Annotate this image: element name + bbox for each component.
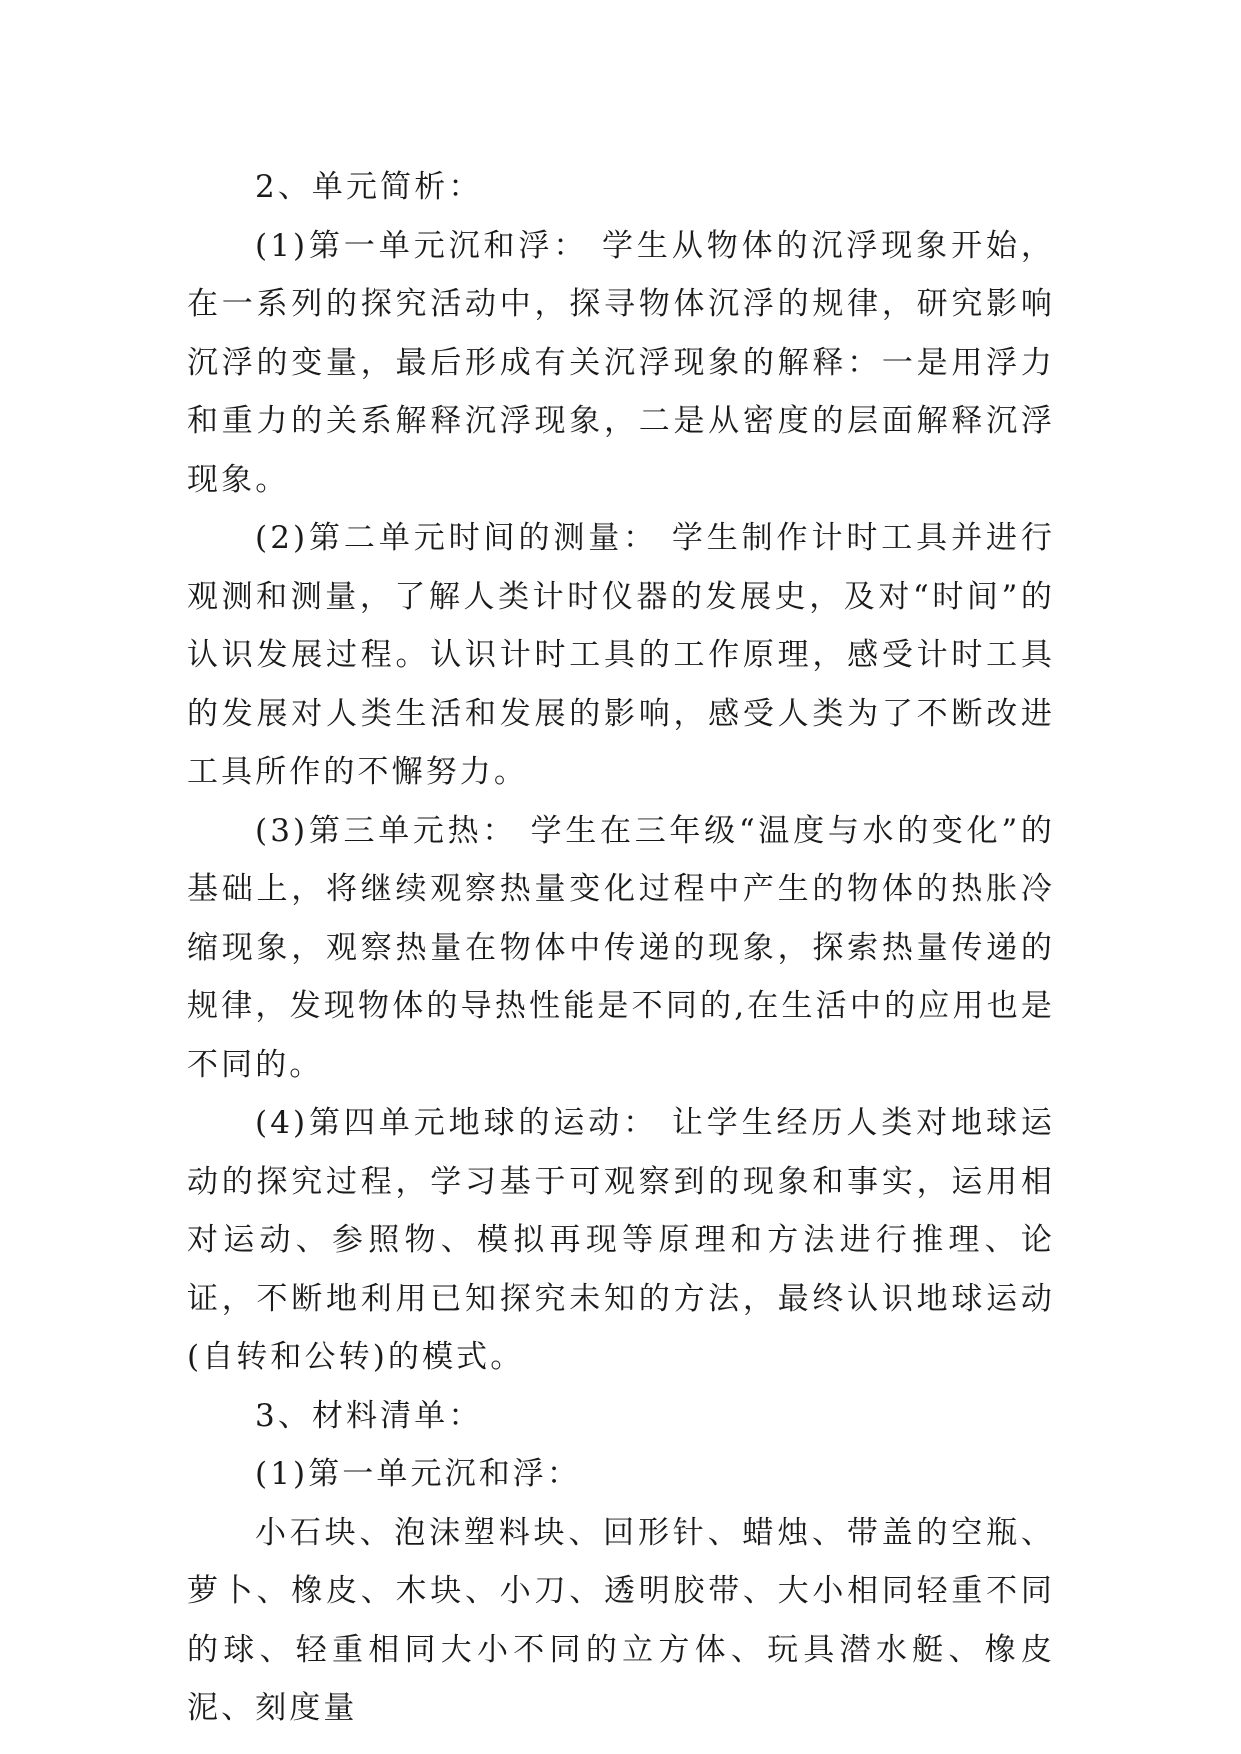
paragraph-unit-4-earth-motion: (4)第四单元地球的运动： 让学生经历人类对地球运动的探究过程，学习基于可观察到的现象和事实，运用相对运动、参照物、模拟再现等原理和方法进行推理、论证，不断地利用已知探究未知的方法，最终认识地球运动(自转和公转)的模式。 (187, 1105, 1055, 1375)
paragraph-unit-1-sink-float: (1)第一单元沉和浮： 学生从物体的沉浮现象开始，在一系列的探究活动中，探寻物体沉浮的规律，研究影响沉浮的变量，最后形成有关沉浮现象的解释：一是用浮力和重力的关系解释沉浮现象，二是从密度的层面解释沉浮现象。 (187, 227, 1055, 498)
paragraph-unit-1-materials: 小石块、泡沫塑料块、回形针、蜡烛、带盖的空瓶、萝卜、橡皮、木块、小刀、透明胶带、大小相同轻重不同的球、轻重相同大小不同的立方体、玩具潜水艇、橡皮泥、刻度量 (187, 1514, 1055, 1726)
subheading-unit-1-materials: (1)第一单元沉和浮： (255, 1456, 582, 1492)
section-heading-unit-analysis: 2、单元简析： (255, 169, 483, 205)
section-heading-materials-list: 3、材料清单： (255, 1397, 483, 1434)
document-page (187, 158, 1055, 1738)
paragraph-unit-2-time-measurement: (2)第二单元时间的测量： 学生制作计时工具并进行观测和测量，了解人类计时仪器的发展史，及对“时间”的认识发展过程。认识计时工具的工作原理，感受计时工具的发展对人类生活和发展的影响，感受人类为了不断改进工具所作的不懈努力。 (187, 520, 1055, 790)
paragraph-unit-3-heat: (3)第三单元热： 学生在三年级“温度与水的变化”的基础上，将继续观察热量变化过程中产生的物体的热胀冷缩现象，观察热量在物体中传递的现象，探索热量传递的规律，发现物体的导热性能是不同的,在生活中的应用也是不同的。 (187, 812, 1055, 1083)
